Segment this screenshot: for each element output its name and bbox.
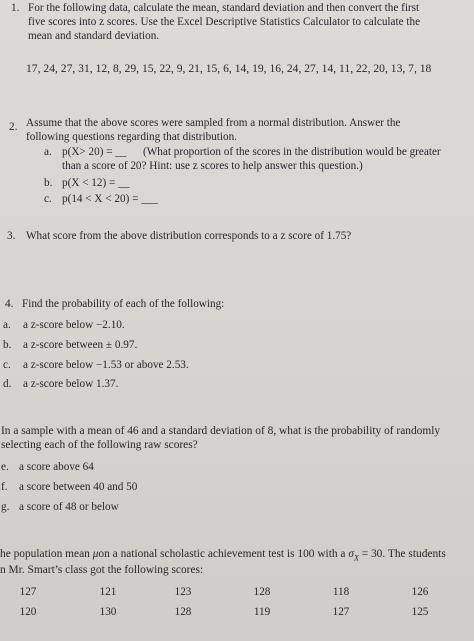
q1-line2: five scores into z scores. Use the Excel Descriptive Statistics Calculator to calculate the bbox=[28, 16, 421, 28]
q2b-expr: p(X < 12) = __ bbox=[62, 177, 130, 189]
score-cell: 127 bbox=[332, 606, 350, 618]
q1-line3: mean and standard deviation. bbox=[28, 30, 160, 42]
score-cell: 121 bbox=[99, 586, 117, 598]
score-cell: 128 bbox=[174, 606, 192, 618]
q2-line2: following questions regarding that distribution. bbox=[26, 131, 237, 143]
q4a-letter: a. bbox=[3, 319, 11, 331]
q2a-cont: than a score of 20? Hint: use z scores to help answer this question.) bbox=[62, 160, 363, 172]
q4-text: Find the probability of each of the following: bbox=[22, 298, 225, 310]
q2b-letter: b. bbox=[44, 177, 53, 189]
sigma-symbol: σ bbox=[348, 548, 354, 560]
q2c-expr: p(14 < X < 20) = ___ bbox=[62, 193, 158, 205]
q2a-letter: a. bbox=[44, 146, 52, 158]
q2c-letter: c. bbox=[44, 193, 52, 205]
q4c-letter: c. bbox=[3, 359, 11, 371]
q4d-letter: d. bbox=[3, 378, 12, 390]
q5e-letter: e. bbox=[1, 461, 9, 473]
score-cell: 120 bbox=[19, 606, 37, 618]
q5f-text: a score between 40 and 50 bbox=[19, 481, 138, 493]
score-cell: 127 bbox=[19, 586, 37, 598]
score-cell: 130 bbox=[99, 606, 117, 618]
q6-line1-part-c: = 30. The students bbox=[361, 548, 446, 560]
q4b-letter: b. bbox=[3, 339, 12, 351]
q4a-text: a z-score below −2.10. bbox=[23, 319, 125, 331]
q2a-text: (What proportion of the scores in the distribution would be greater bbox=[143, 146, 441, 158]
q5-line1: In a sample with a mean of 46 and a standard deviation of 8, what is the probability of randomly bbox=[1, 425, 441, 437]
score-cell: 126 bbox=[411, 586, 429, 598]
q5g-letter: g. bbox=[1, 501, 10, 513]
q4b-text: a z-score between ± 0.97. bbox=[23, 339, 138, 351]
q4c-text: a z-score below −1.53 or above 2.53. bbox=[23, 359, 189, 371]
score-cell: 119 bbox=[253, 606, 271, 618]
mu-symbol: μ bbox=[92, 548, 99, 560]
q6-line1-part-b: on a national scholastic achievement test is 100 with a bbox=[98, 548, 346, 560]
score-cell: 123 bbox=[174, 586, 192, 598]
q2-line1: Assume that the above scores were sampled from a normal distribution. Answer the bbox=[26, 117, 401, 129]
score-cell: 125 bbox=[411, 606, 429, 618]
q5g-text: a score of 48 or below bbox=[19, 501, 119, 513]
q4-number: 4. bbox=[5, 298, 14, 310]
q1-data: 17, 24, 27, 31, 12, 8, 29, 15, 22, 9, 21, 15, 6, 14, 19, 16, 24, 27, 14, 11, 22, 20, 13, 7, 18 bbox=[26, 62, 432, 75]
score-cell: 128 bbox=[253, 586, 271, 598]
q1-number: 1. bbox=[11, 2, 20, 14]
q4d-text: a z-score below 1.37. bbox=[23, 378, 119, 390]
score-cell: 118 bbox=[332, 586, 350, 598]
q6-line2: n Mr. Smart’s class got the following scores: bbox=[0, 564, 204, 576]
q5f-letter: f. bbox=[1, 481, 8, 493]
sigma-subscript: X bbox=[353, 553, 359, 563]
q5e-text: a score above 64 bbox=[19, 461, 94, 473]
q6-line1-part-a: he population mean bbox=[0, 548, 90, 560]
q3-text: What score from the above distribution corresponds to a z score of 1.75? bbox=[26, 230, 352, 242]
q2a-expr: p(X> 20) = __ bbox=[62, 146, 127, 158]
q2-number: 2. bbox=[9, 121, 18, 133]
q3-number: 3. bbox=[7, 230, 16, 242]
q5-line2: selecting each of the following raw scores? bbox=[1, 439, 198, 451]
q1-line1: For the following data, calculate the mean, standard deviation and then convert the first bbox=[28, 2, 420, 14]
